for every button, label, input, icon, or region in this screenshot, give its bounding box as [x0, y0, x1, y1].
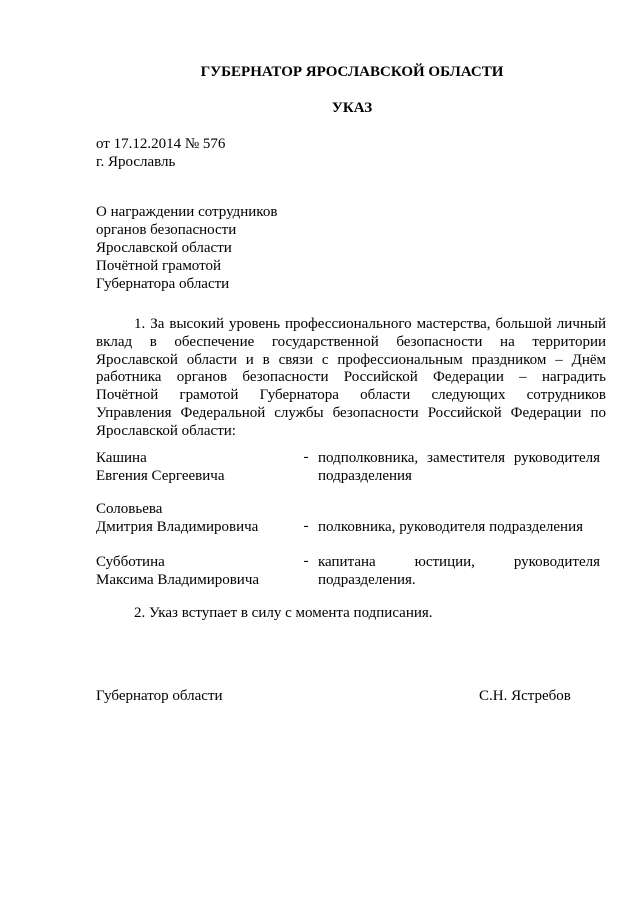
awardee-given-names: Евгения Сергеевича [96, 468, 225, 484]
awardee-position-line: подполковника, заместителя руководителя [318, 450, 600, 466]
paragraph-line: Управления Федеральной службы безопасности Российской Федерации по [96, 404, 606, 421]
awardee-position [318, 518, 600, 536]
paragraph-line: 1. За высокий уровень профессионального мастерства, большой личный [134, 316, 606, 332]
paragraph-line: работника органов безопасности Российской Федерации – наградить [96, 369, 606, 386]
document-authority: ГУБЕРНАТОР ЯРОСЛАВСКОЙ ОБЛАСТИ [200, 64, 504, 80]
awardee-dash: - [303, 449, 309, 465]
subject-line: Ярославской области [96, 240, 232, 256]
subject-line: О награждении сотрудников [96, 204, 278, 220]
paragraph-2: 2. Указ вступает в силу с момента подписания. [134, 605, 433, 621]
awardee-position [318, 553, 600, 589]
awardee-dash: - [303, 518, 309, 534]
signature-name: С.Н. Ястребов [479, 688, 571, 704]
awardee-surname: Соловьева [96, 501, 163, 517]
subject-line: Губернатора области [96, 276, 230, 292]
document-city: г. Ярославль [96, 154, 176, 170]
paragraph-line: Ярославской области и в связи с профессиональным праздником – Днём [96, 351, 606, 368]
paragraph-line: вклад в обеспечение государственной безопасности на территории [96, 333, 606, 350]
paragraph-1 [96, 316, 606, 441]
subject-line: Почётной грамотой [96, 258, 221, 274]
paragraph-line: Ярославской области: [96, 422, 236, 439]
subject-line: органов безопасности [96, 222, 237, 238]
paragraph-line: Почётной грамотой Губернатора области следующих сотрудников [96, 387, 606, 404]
awardee-position-line: подразделения. [318, 572, 416, 588]
awardee-position-line: подразделения [318, 468, 412, 484]
awardee-given-names: Максима Владимировича [96, 572, 260, 588]
awardee-position [318, 449, 600, 485]
awardee-position-line: полковника, руководителя подразделения [318, 519, 584, 535]
awardee-surname: Кашина [96, 450, 147, 466]
awardee-given-names: Дмитрия Владимировича [96, 519, 259, 535]
awardee-position-line: капитана юстиции, руководителя [318, 554, 600, 570]
document-date-number: от 17.12.2014 № 576 [96, 136, 226, 152]
awardee-surname: Субботина [96, 554, 165, 570]
signature-title: Губернатор области [96, 688, 223, 704]
awardee-dash: - [303, 553, 309, 569]
document-type: УКАЗ [331, 100, 373, 116]
